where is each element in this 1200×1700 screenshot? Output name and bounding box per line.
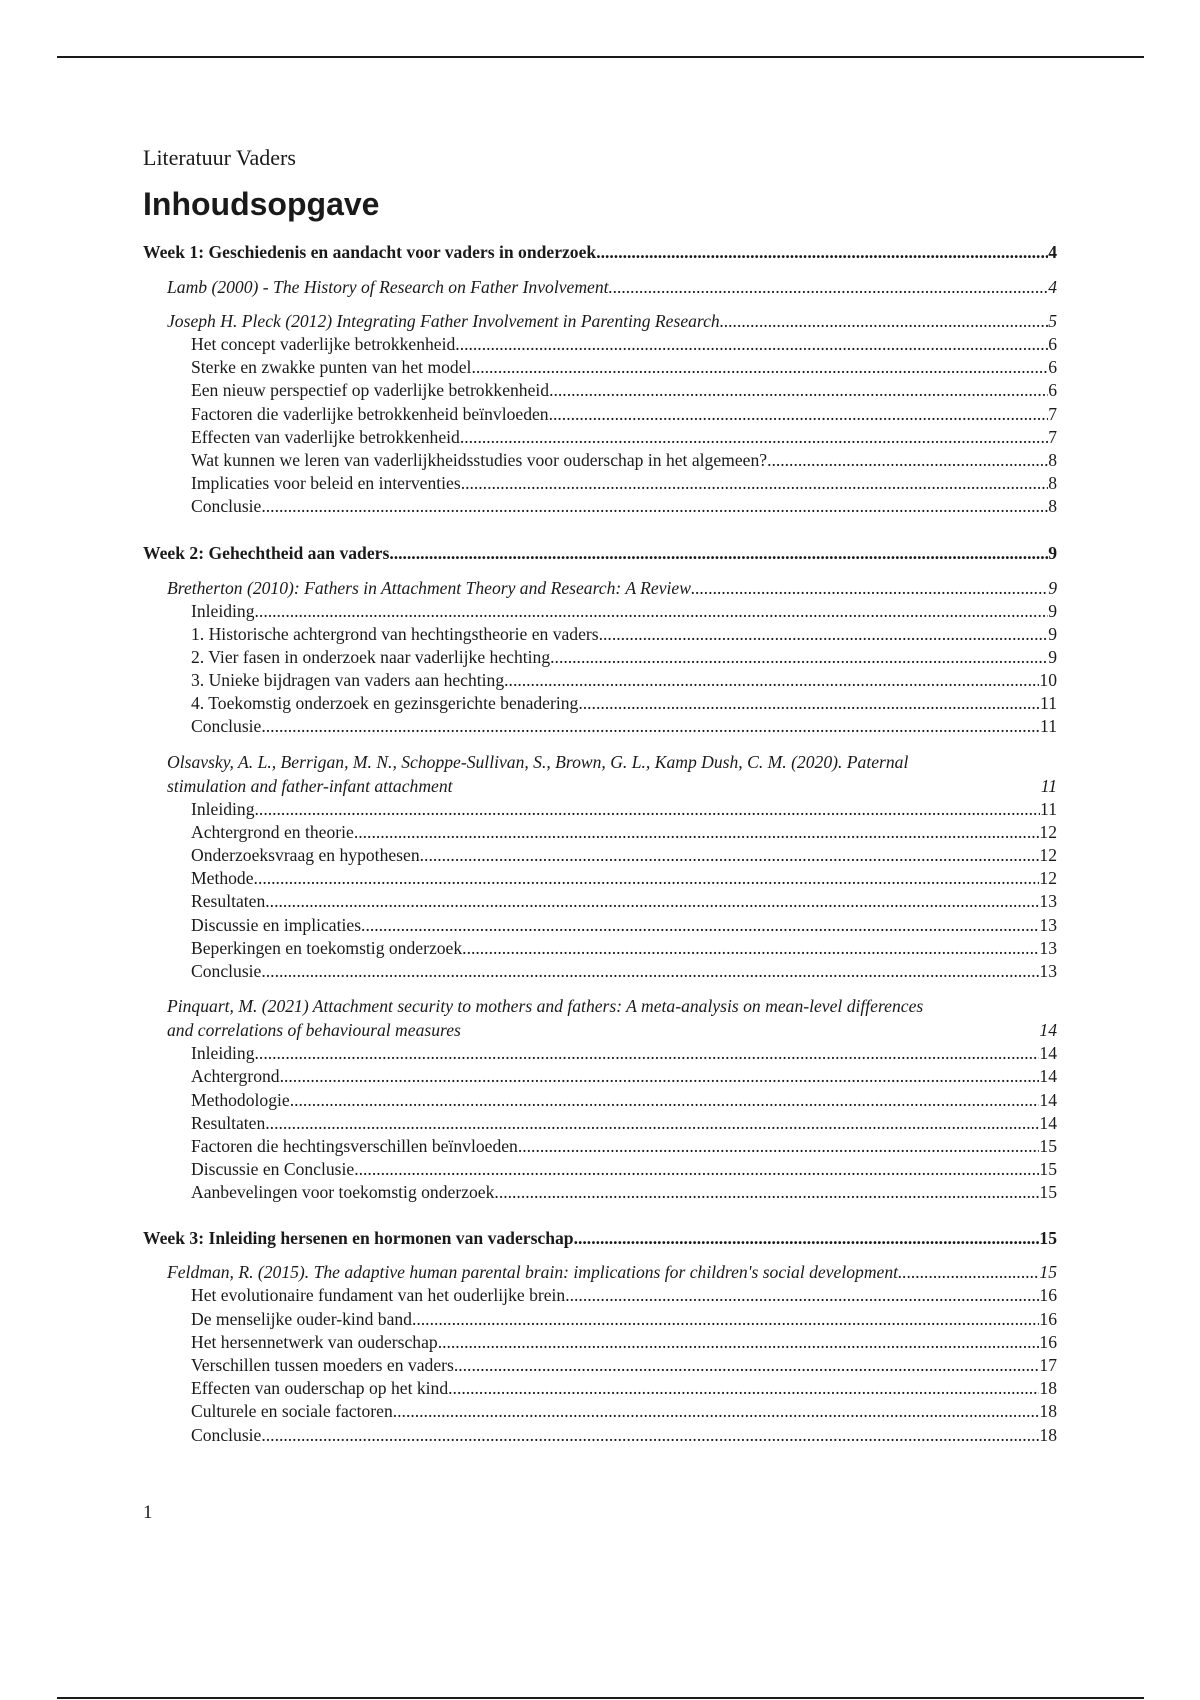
toc-page-number: 18 xyxy=(1039,1401,1057,1422)
toc-page-number: 6 xyxy=(1048,357,1057,378)
toc-article[interactable]: Joseph H. Pleck (2012) Integrating Father Involvement in Parenting Research ..... 5 xyxy=(143,310,1057,333)
toc-page-number: 11 xyxy=(1040,798,1057,819)
document-header: Literatuur Vaders xyxy=(143,145,296,170)
toc-article-line-1: Olsavsky, A. L., Berrigan, M. N., Schoppe-Sullivan, S., Brown, G. L., Kamp Dush, C. M. (2020). Paternal xyxy=(167,751,909,772)
dot-leader xyxy=(255,798,1041,821)
dot-leader xyxy=(393,1400,1040,1423)
toc-section[interactable]: Inleiding ..... 11 xyxy=(143,798,1057,821)
toc-page-number: 7 xyxy=(1048,403,1057,424)
toc-section[interactable]: Factoren die hechtingsverschillen beïnvloeden ..... 15 xyxy=(143,1135,1057,1158)
toc-page-number: 14 xyxy=(1039,1020,1057,1041)
toc-page-number: 6 xyxy=(1048,334,1057,354)
toc-page-number: 11 xyxy=(1040,693,1057,714)
toc-page-number: 8 xyxy=(1048,496,1057,517)
top-rule xyxy=(57,56,1144,58)
dot-leader xyxy=(412,1308,1039,1331)
dot-leader xyxy=(354,821,1040,844)
toc-section[interactable]: 3. Unieke bijdragen van vaders aan hechting ..... 10 xyxy=(143,669,1057,692)
toc-page-number: 15 xyxy=(1039,1262,1057,1283)
toc-page-number: 5 xyxy=(1048,311,1057,331)
toc-section[interactable]: Discussie en Conclusie ..... 15 xyxy=(143,1158,1057,1181)
toc-section[interactable]: Resultaten ..... 14 xyxy=(143,1112,1057,1135)
toc-section[interactable]: Wat kunnen we leren van vaderlijkheidsstudies voor ouderschap in het algemeen? ..... 8 xyxy=(143,449,1057,472)
dot-leader xyxy=(265,1112,1039,1135)
dot-leader xyxy=(438,1331,1040,1354)
dot-leader xyxy=(565,1284,1039,1307)
dot-leader xyxy=(578,692,1040,715)
dot-leader xyxy=(280,1065,1040,1088)
toc-section[interactable]: Conclusie ..... 8 xyxy=(143,495,1057,518)
dot-leader xyxy=(549,379,1048,402)
dot-leader xyxy=(254,867,1040,890)
toc-section[interactable]: Inleiding ..... 14 xyxy=(143,1042,1057,1065)
toc-page-number: 12 xyxy=(1039,821,1057,842)
dot-leader xyxy=(261,715,1040,738)
toc-page-number: 12 xyxy=(1039,845,1057,865)
dot-leader xyxy=(767,449,1048,472)
toc-section[interactable]: Verschillen tussen moeders en vaders ..... 17 xyxy=(143,1354,1057,1377)
dot-leader xyxy=(420,844,1040,867)
dot-leader xyxy=(518,1135,1040,1158)
toc-section[interactable]: Factoren die vaderlijke betrokkenheid beïnvloeden ..... 7 xyxy=(143,403,1057,426)
toc-page-number: 11 xyxy=(1040,716,1057,737)
toc-page-number: 16 xyxy=(1039,1308,1057,1329)
toc-page-number: 9 xyxy=(1048,600,1057,621)
toc-section[interactable]: Inleiding ..... 9 xyxy=(143,600,1057,623)
dot-leader xyxy=(460,426,1048,449)
toc-section[interactable]: Achtergrond en theorie ..... 12 xyxy=(143,821,1057,844)
toc-article[interactable]: Feldman, R. (2015). The adaptive human parental brain: implications for children's social development ..... 15 xyxy=(143,1261,1057,1284)
dot-leader xyxy=(494,1181,1039,1204)
dot-leader xyxy=(261,1424,1039,1447)
toc-page-number: 14 xyxy=(1039,1043,1057,1064)
toc-section[interactable]: Effecten van ouderschap op het kind ..... 18 xyxy=(143,1377,1057,1400)
toc-page-number: 9 xyxy=(1048,646,1057,667)
toc-article-line-2: stimulation and father-infant attachment xyxy=(167,775,453,796)
toc-section[interactable]: Conclusie ..... 18 xyxy=(143,1424,1057,1447)
toc-article[interactable] xyxy=(143,750,1057,798)
dot-leader xyxy=(609,276,1049,299)
toc-section[interactable]: Discussie en implicaties ..... 13 xyxy=(143,914,1057,937)
toc-article[interactable]: Bretherton (2010): Fathers in Attachment Theory and Research: A Review ..... 9 xyxy=(143,577,1057,600)
dot-leader xyxy=(265,890,1039,913)
bottom-rule xyxy=(57,1697,1144,1699)
dot-leader xyxy=(255,600,1049,623)
toc-page-number: 18 xyxy=(1039,1424,1057,1445)
toc-page-number: 14 xyxy=(1039,1089,1057,1110)
dot-leader xyxy=(574,1227,1040,1250)
toc-page-number: 13 xyxy=(1039,914,1057,935)
toc-page-number: 7 xyxy=(1048,426,1057,447)
dot-leader xyxy=(454,1354,1040,1377)
toc-page-number: 6 xyxy=(1048,380,1057,401)
dot-leader xyxy=(549,403,1049,426)
toc-page-number: 9 xyxy=(1048,623,1057,644)
dot-leader xyxy=(596,241,1048,264)
toc-page-number: 12 xyxy=(1039,868,1057,889)
toc-week-heading[interactable]: Week 3: Inleiding hersenen en hormonen van vaderschap ..... 15 xyxy=(143,1227,1057,1250)
dot-leader xyxy=(354,1158,1039,1181)
toc-section[interactable]: Methodologie ..... 14 xyxy=(143,1089,1057,1112)
toc-section[interactable]: Aanbevelingen voor toekomstig onderzoek ..... 15 xyxy=(143,1181,1057,1204)
toc-week-heading[interactable]: Week 2: Gehechtheid aan vaders ..... 9 xyxy=(143,542,1057,565)
toc-page-number: 13 xyxy=(1039,960,1057,981)
toc-section[interactable]: Het concept vaderlijke betrokkenheid ..... 6 xyxy=(143,333,1057,356)
dot-leader xyxy=(261,960,1039,983)
toc-section[interactable]: Effecten van vaderlijke betrokkenheid ..... 7 xyxy=(143,426,1057,449)
toc-page-number: 16 xyxy=(1039,1285,1057,1306)
toc-page-number: 15 xyxy=(1039,1159,1057,1180)
dot-leader xyxy=(550,646,1048,669)
toc-page-number: 18 xyxy=(1039,1378,1057,1399)
dot-leader xyxy=(898,1261,1039,1284)
toc-week-heading[interactable]: Week 1: Geschiedenis en aandacht voor vaders in onderzoek ..... 4 xyxy=(143,241,1057,264)
toc-section[interactable]: Het evolutionaire fundament van het ouderlijke brein ..... 16 xyxy=(143,1284,1057,1307)
dot-leader xyxy=(361,914,1039,937)
dot-leader xyxy=(261,495,1048,518)
toc-page-number: 13 xyxy=(1039,937,1057,958)
toc-section[interactable]: Een nieuw perspectief op vaderlijke betrokkenheid ..... 6 xyxy=(143,379,1057,402)
toc-page-number: 11 xyxy=(1040,775,1057,796)
page-number: 1 xyxy=(143,1502,153,1523)
toc-page-number: 9 xyxy=(1048,577,1057,598)
toc-list xyxy=(143,241,1057,1447)
toc-section[interactable]: De menselijke ouder-kind band ..... 16 xyxy=(143,1308,1057,1331)
toc-section[interactable]: 2. Vier fasen in onderzoek naar vaderlijke hechting ..... 9 xyxy=(143,646,1057,669)
dot-leader xyxy=(461,472,1049,495)
toc-page-number: 4 xyxy=(1048,277,1057,297)
document-page xyxy=(143,140,1057,1447)
dot-leader xyxy=(471,356,1048,379)
toc-page-number: 13 xyxy=(1039,891,1057,912)
toc-page-number: 17 xyxy=(1039,1355,1057,1375)
dot-leader xyxy=(255,1042,1040,1065)
dot-leader xyxy=(462,937,1039,960)
dot-leader xyxy=(691,577,1048,600)
toc-page-number: 15 xyxy=(1039,1182,1057,1203)
toc-section[interactable]: Methode ..... 12 xyxy=(143,867,1057,890)
toc-page-number: 8 xyxy=(1048,473,1057,494)
toc-article-line-1: Pinquart, M. (2021) Attachment security to mothers and fathers: A meta-analysis on mean-level differences xyxy=(167,996,924,1017)
toc-page-number: 15 xyxy=(1039,1228,1057,1249)
toc-section[interactable]: Resultaten ..... 13 xyxy=(143,890,1057,913)
toc-page-number: 15 xyxy=(1039,1135,1057,1156)
toc-section[interactable]: Onderzoeksvraag en hypothesen ..... 12 xyxy=(143,844,1057,867)
toc-page-number: 14 xyxy=(1039,1112,1057,1133)
toc-section[interactable]: Sterke en zwakke punten van het model ..... 6 xyxy=(143,356,1057,379)
dot-leader xyxy=(448,1377,1039,1400)
toc-section[interactable]: Conclusie ..... 13 xyxy=(143,960,1057,983)
toc-article[interactable]: Lamb (2000) - The History of Research on Father Involvement ..... 4 xyxy=(143,276,1057,299)
toc-section[interactable]: Culturele en sociale factoren ..... 18 xyxy=(143,1400,1057,1423)
toc-page-number: 10 xyxy=(1039,670,1057,691)
dot-leader xyxy=(290,1089,1040,1112)
toc-section[interactable]: 4. Toekomstig onderzoek en gezinsgerichte benadering ..... 11 xyxy=(143,692,1057,715)
dot-leader xyxy=(599,623,1049,646)
dot-leader xyxy=(389,542,1048,565)
toc-section[interactable]: Beperkingen en toekomstig onderzoek ..... 13 xyxy=(143,937,1057,960)
toc-section[interactable]: Implicaties voor beleid en interventies ..... 8 xyxy=(143,472,1057,495)
toc-page-number: 14 xyxy=(1039,1066,1057,1087)
toc-article[interactable] xyxy=(143,994,1057,1042)
toc-title: Inhoudsopgave xyxy=(143,186,380,222)
toc-section[interactable]: Conclusie ..... 11 xyxy=(143,715,1057,738)
toc-page-number: 4 xyxy=(1048,242,1057,262)
toc-article-line-2: and correlations of behavioural measures xyxy=(167,1020,461,1041)
dot-leader xyxy=(455,333,1048,356)
toc-page-number: 16 xyxy=(1039,1331,1057,1352)
toc-page-number: 9 xyxy=(1048,542,1057,563)
dot-leader xyxy=(720,310,1048,333)
dot-leader xyxy=(504,669,1039,692)
toc-page-number: 8 xyxy=(1048,449,1057,470)
toc-section[interactable]: Het hersennetwerk van ouderschap ..... 16 xyxy=(143,1331,1057,1354)
toc-section[interactable]: Achtergrond ..... 14 xyxy=(143,1065,1057,1088)
toc-section[interactable]: 1. Historische achtergrond van hechtingstheorie en vaders ..... 9 xyxy=(143,623,1057,646)
